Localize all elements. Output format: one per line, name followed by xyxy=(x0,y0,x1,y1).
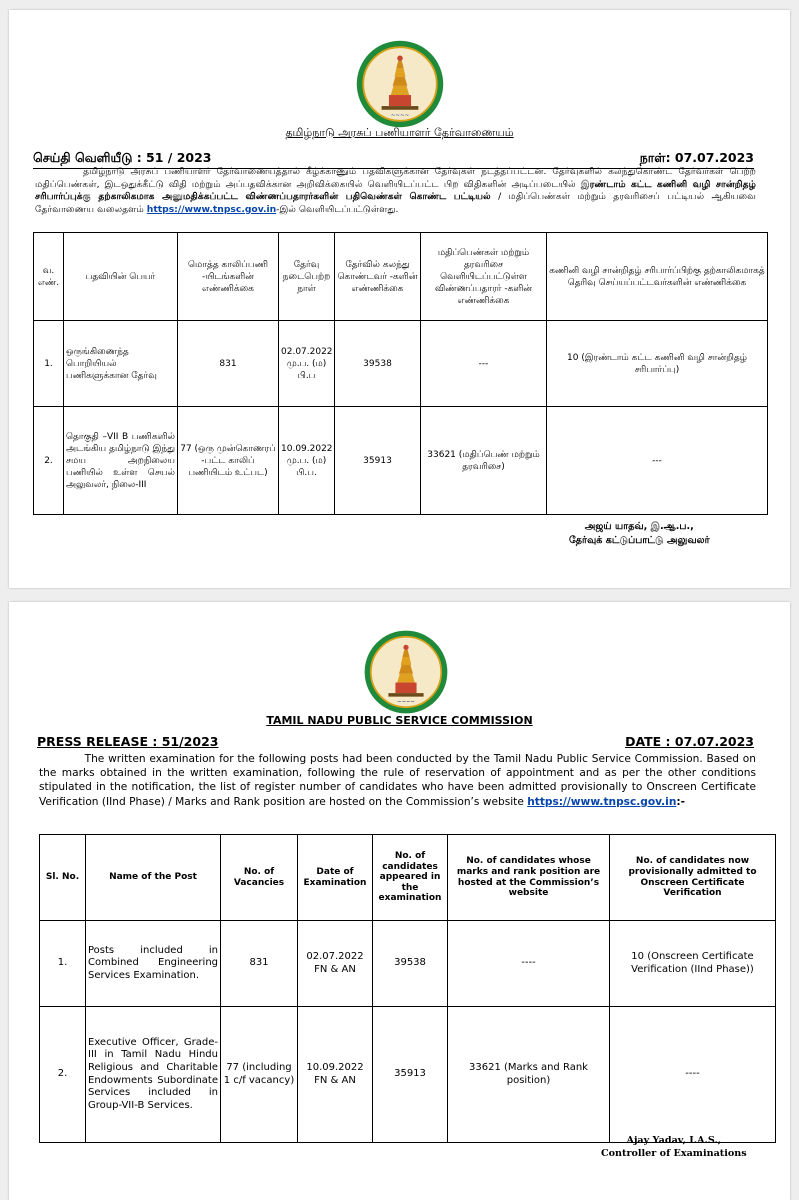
svg-text:~~~~: ~~~~ xyxy=(397,699,415,706)
table-row xyxy=(40,921,776,1007)
press-release-number: செய்தி வெளியீடு : 51 / 2023 xyxy=(33,150,212,165)
body-text-part-3: -இல் வெளியிடப்பட்டுள்ளது. xyxy=(276,203,399,215)
cell-appeared: 35913 xyxy=(335,407,421,515)
cell-appeared: 39538 xyxy=(335,321,421,407)
table-row xyxy=(34,407,768,515)
signature-block xyxy=(569,520,710,548)
release-date: நாள்: 07.07.2023 xyxy=(639,150,754,165)
tn-govt-emblem-icon xyxy=(362,628,450,716)
link-suffix: :- xyxy=(676,795,685,808)
results-table xyxy=(39,834,776,1143)
header-vacancies: மொத்த காலிப்பணி -யிடங்களின் எண்ணிக்கை xyxy=(178,233,279,321)
header-provisional: No. of candidates now provisionally admitted to Onscreen Certificate Verification xyxy=(610,835,776,921)
cell-marks-rank: ---- xyxy=(448,921,610,1007)
cell-post-name: தொகுதி –VII B பணிகளில் அடங்கிய தமிழ்நாடு இந்து சமய அறநிலைய பணியில் உள்ள செயல் அலுவலர், நிலை-III xyxy=(64,407,178,515)
table-header-row xyxy=(34,233,768,321)
cell-vacancies: 831 xyxy=(221,921,298,1007)
cell-marks-rank: 33621 (Marks and Rank position) xyxy=(448,1007,610,1143)
body-text-part-2: / மதிப்பெண்கள் மற்றும் தரவரிசைப் பட்டியல் ஆகியவை தேர்வாணைய வலைதளம் xyxy=(35,191,756,215)
header-appeared: No. of candidates appeared in the examination xyxy=(373,835,448,921)
header-exam-date: தேர்வு நடைபெற்ற நாள் xyxy=(279,233,335,321)
cell-vacancies: 77 (including 1 c/f vacancy) xyxy=(221,1007,298,1143)
cell-exam-date: 02.07.2022 FN & AN xyxy=(298,921,373,1007)
body-text-bold: இரண்டாம் கட்ட கணினி வழி சான்றிதழ் சரிபார்ப்புக்கு தற்காலிகமாக அனுமதிக்கப்பட்ட விண்ணப்பதாரர்களின் பதிவெண்கள் கொண்ட பட்டியல் xyxy=(35,178,757,203)
cell-serial: 1. xyxy=(40,921,86,1007)
cell-provisional: ---- xyxy=(610,1007,776,1143)
header-serial: வ. எண். xyxy=(34,233,64,321)
header-vacancies: No. of Vacancies xyxy=(221,835,298,921)
table-row xyxy=(40,1007,776,1143)
cell-marks-rank: --- xyxy=(421,321,547,407)
cell-marks-rank: 33621 (மதிப்பெண் மற்றும் தரவரிசை) xyxy=(421,407,547,515)
press-release-page-english xyxy=(9,602,790,1200)
release-body-text xyxy=(39,752,756,809)
cell-provisional: --- xyxy=(547,407,768,515)
website-link[interactable]: https://www.tnpsc.gov.in xyxy=(146,203,277,215)
table-header-row xyxy=(40,835,776,921)
press-release-page-tamil xyxy=(9,10,790,588)
cell-appeared: 35913 xyxy=(373,1007,448,1143)
header-marks-rank: No. of candidates whose marks and rank position are hosted at the Commission’s website xyxy=(448,835,610,921)
signatory-title: தேர்வுக் கட்டுப்பாட்டு அலுவலர் xyxy=(569,535,710,546)
cell-vacancies: 77 (ஒரு முன்கொணரப் -பட்ட காலிப் பணியிடம் உட்பட) xyxy=(178,407,279,515)
cell-provisional: 10 (இரண்டாம் கட்ட கணினி வழி சான்றிதழ் சரிபார்ப்பு) xyxy=(547,321,768,407)
cell-serial: 2. xyxy=(40,1007,86,1143)
signature-block xyxy=(601,1134,747,1160)
cell-vacancies: 831 xyxy=(178,321,279,407)
cell-serial: 2. xyxy=(34,407,64,515)
header-marks-rank: மதிப்பெண்கள் மற்றும் தரவரிசை வெளியிடப்பட்டுள்ள விண்ணப்பதாரர் -களின் எண்ணிக்கை xyxy=(421,233,547,321)
website-link[interactable]: https://www.tnpsc.gov.in xyxy=(527,795,677,808)
results-table xyxy=(33,232,768,515)
signatory-name: அஜய் யாதவ், இ.ஆ.ப., xyxy=(584,521,694,532)
svg-text:~~~~: ~~~~ xyxy=(390,113,410,120)
cell-exam-date: 02.07.2022 மு.ப. (ம) பி.ப xyxy=(279,321,335,407)
table-row xyxy=(34,321,768,407)
organization-name: தமிழ்நாடு அரசுப் பணியாளர் தேர்வாணையம் xyxy=(285,126,514,139)
header-serial: Sl. No. xyxy=(40,835,86,921)
cell-exam-date: 10.09.2022 FN & AN xyxy=(298,1007,373,1143)
release-header xyxy=(37,734,754,749)
header-appeared: தேர்வில் கலந்து கொண்டவர் -களின் எண்ணிக்கை xyxy=(335,233,421,321)
cell-post-name: ஒருங்கிணைந்த பொறியியல் பணிகளுக்கான தேர்வு xyxy=(64,321,178,407)
header-provisional: கணினி வழி சான்றிதழ் சரிபார்ப்பிற்கு தற்காலிகமாகத் தெரிவு செய்யப்பட்டவர்களின் எண்ணிக்கை xyxy=(547,233,768,321)
tn-govt-emblem-icon xyxy=(354,38,446,130)
press-release-number: PRESS RELEASE : 51/2023 xyxy=(37,734,219,749)
body-text: The written examination for the following posts had been conducted by the Tamil Nadu Public Service Commission. Based on the marks obtained in the written examination, following the rule of reservation of appointment and as per the other conditions stipulated in the notification, the list of register number of candidates who have been admitted provisionally to Onscreen Certificate Verification (IInd Phase) / Marks and Rank position are hosted on the Commission’s website xyxy=(39,753,756,808)
signatory-name: Ajay Yadav, I.A.S., xyxy=(626,1135,722,1146)
header-post-name: பதவியின் பெயர் xyxy=(64,233,178,321)
cell-provisional: 10 (Onscreen Certificate Verification (IInd Phase)) xyxy=(610,921,776,1007)
header-post-name: Name of the Post xyxy=(86,835,221,921)
cell-serial: 1. xyxy=(34,321,64,407)
header-exam-date: Date of Examination xyxy=(298,835,373,921)
cell-post-name: Executive Officer, Grade-III in Tamil Nadu Hindu Religious and Charitable Endowments Subordinate Services included in Group-VII-B Services. xyxy=(86,1007,221,1143)
body-text-part-1: தமிழ்நாடு அரசுப் பணியாளர் தேர்வாணையத்தால் கீழ்க்காணும் பதவிகளுக்கான தேர்வுகள் நடத்தப்பட்டன. தேர்வுகளில் கலந்துகொண்ட தேர்வர்கள் பெற்ற மதிப்பெண்கள், இடஒதுக்கீட்டு விதி மற்றும் அப்பதவிக்கான அறிவிக்கையில் வெளியிடப்பட்ட பிற விதிகளின் அடிப்படையில் xyxy=(35,166,756,190)
cell-appeared: 39538 xyxy=(373,921,448,1007)
release-date: DATE : 07.07.2023 xyxy=(625,734,754,749)
signatory-title: Controller of Examinations xyxy=(601,1148,747,1159)
release-body-text xyxy=(35,166,756,216)
cell-exam-date: 10.09.2022 மு.ப. (ம) பி.ப. xyxy=(279,407,335,515)
cell-post-name: Posts included in Combined Engineering Services Examination. xyxy=(86,921,221,1007)
organization-name: TAMIL NADU PUBLIC SERVICE COMMISSION xyxy=(266,714,533,727)
